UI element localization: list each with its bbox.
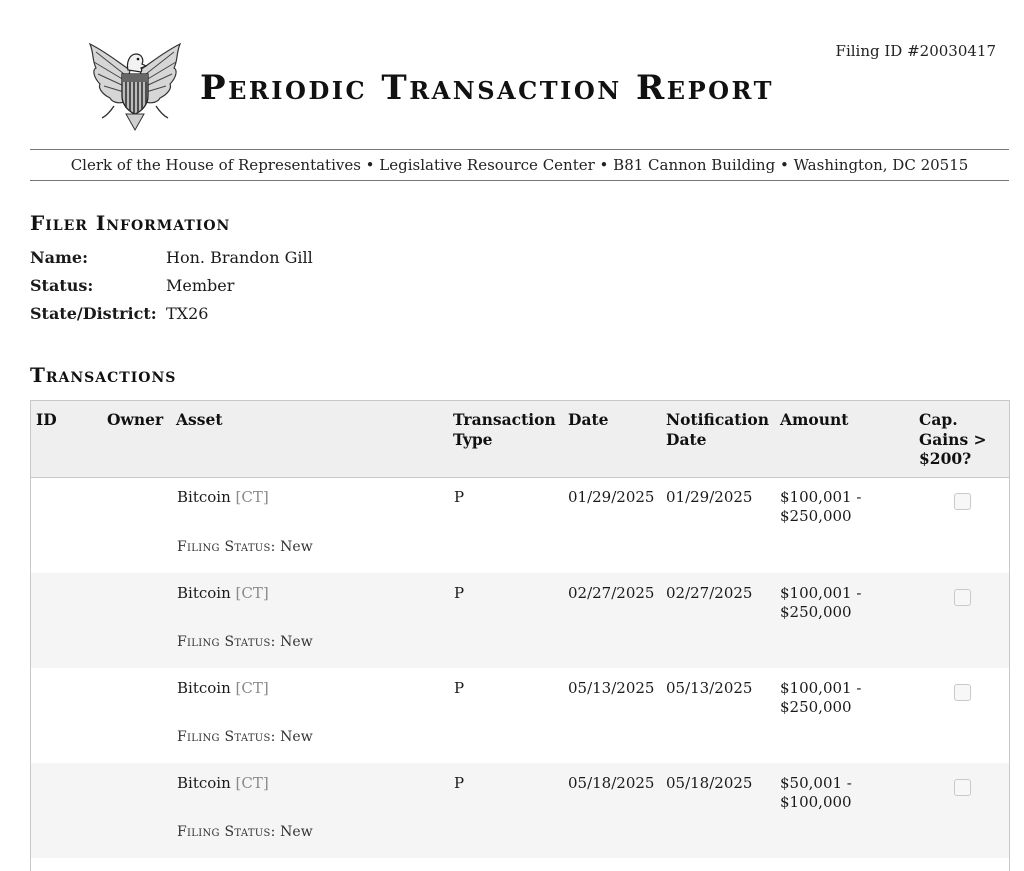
row-transaction-type: P (454, 488, 465, 506)
filing-status-label: Filing Status: (177, 539, 276, 555)
column-transaction-type-line2: Type (453, 429, 493, 449)
row-notification-date: 05/18/2025 (666, 774, 753, 792)
row-date: 05/18/2025 (568, 774, 655, 792)
table-header (31, 401, 1009, 478)
asset-code: [CT] (235, 488, 269, 506)
column-notification-date-line2: Date (666, 429, 707, 449)
column-date: Date (568, 410, 609, 429)
filer-name-row (30, 248, 313, 267)
column-id: ID (36, 410, 57, 429)
row-amount-line2: $250,000 (780, 698, 852, 716)
filing-status-label: Filing Status: (177, 634, 276, 650)
filing-status (177, 539, 313, 555)
filer-name-value: Hon. Brandon Gill (166, 248, 313, 267)
filer-district-row (30, 304, 208, 323)
column-cap-gains-line1: Cap. (919, 410, 958, 429)
asset-name: Bitcoin (177, 679, 231, 697)
row-amount (780, 488, 861, 526)
row-date: 02/27/2025 (568, 584, 655, 602)
table-row (31, 573, 1009, 668)
filing-status-label: Filing Status: (177, 729, 276, 745)
filing-status-label: Filing Status: (177, 824, 276, 840)
eagle-seal-icon (84, 40, 186, 132)
row-asset (177, 679, 269, 698)
filing-status (177, 634, 313, 650)
filer-information-heading: Filer Information (30, 211, 231, 235)
asset-name: Bitcoin (177, 488, 231, 506)
column-cap-gains-line3: $200? (919, 449, 972, 468)
column-amount: Amount (780, 410, 849, 429)
row-notification-date: 02/27/2025 (666, 584, 753, 602)
row-transaction-type: P (454, 584, 465, 602)
transactions-table (30, 400, 1010, 871)
asset-code: [CT] (235, 679, 269, 697)
transactions-heading: Transactions (30, 363, 177, 387)
row-notification-date: 05/13/2025 (666, 679, 753, 697)
column-asset: Asset (176, 410, 223, 429)
column-notification-date-line1: Notification (666, 410, 769, 429)
filer-status-value: Member (166, 276, 235, 295)
filer-name-label: Name: (30, 248, 89, 267)
filing-status-value: New (275, 824, 313, 840)
row-amount-line2: $100,000 (780, 793, 852, 811)
column-cap-gains (919, 410, 987, 469)
asset-code: [CT] (235, 584, 269, 602)
row-notification-date: 01/29/2025 (666, 488, 753, 506)
filing-status (177, 729, 313, 745)
filing-status (177, 824, 313, 840)
table-row (31, 763, 1009, 858)
row-amount (780, 774, 852, 812)
table-row (31, 478, 1009, 573)
filing-id: Filing ID #20030417 (835, 42, 996, 60)
filer-status-label: Status: (30, 276, 94, 295)
filing-status-value: New (275, 539, 313, 555)
cap-gains-checkbox[interactable] (954, 493, 971, 510)
asset-name: Bitcoin (177, 774, 231, 792)
column-transaction-type-line1: Transaction (453, 410, 556, 429)
cap-gains-checkbox[interactable] (954, 684, 971, 701)
row-asset (177, 584, 269, 603)
clerk-address: Clerk of the House of Representatives • Legislative Resource Center • B81 Cannon Building • Washington, DC 20515 (30, 149, 1009, 181)
row-transaction-type: P (454, 679, 465, 697)
column-cap-gains-line2: Gains > (919, 429, 987, 449)
row-amount-line2: $250,000 (780, 507, 852, 525)
row-asset (177, 774, 269, 793)
row-asset (177, 488, 269, 507)
column-owner: Owner (107, 410, 164, 429)
asset-code: [CT] (235, 774, 269, 792)
cap-gains-checkbox[interactable] (954, 779, 971, 796)
asset-name: Bitcoin (177, 584, 231, 602)
report-header (0, 0, 1024, 148)
table-row (31, 668, 1009, 763)
filer-status-row (30, 276, 234, 295)
row-amount-line1: $50,001 - (780, 774, 852, 792)
row-amount-line2: $250,000 (780, 603, 852, 621)
row-date: 05/13/2025 (568, 679, 655, 697)
row-amount (780, 584, 861, 622)
row-amount-line1: $100,001 - (780, 679, 862, 697)
filing-status-value: New (275, 729, 313, 745)
row-amount-line1: $100,001 - (780, 488, 862, 506)
report-title: Periodic Transaction Report (200, 68, 774, 108)
row-transaction-type: P (454, 774, 465, 792)
row-amount (780, 679, 861, 717)
cap-gains-checkbox[interactable] (954, 589, 971, 606)
row-date: 01/29/2025 (568, 488, 655, 506)
column-transaction-type (453, 410, 556, 449)
row-amount-line1: $100,001 - (780, 584, 862, 602)
filing-status-value: New (275, 634, 313, 650)
column-notification-date (666, 410, 769, 449)
filer-district-label: State/District: (30, 304, 157, 323)
filer-district-value: TX26 (166, 304, 209, 323)
